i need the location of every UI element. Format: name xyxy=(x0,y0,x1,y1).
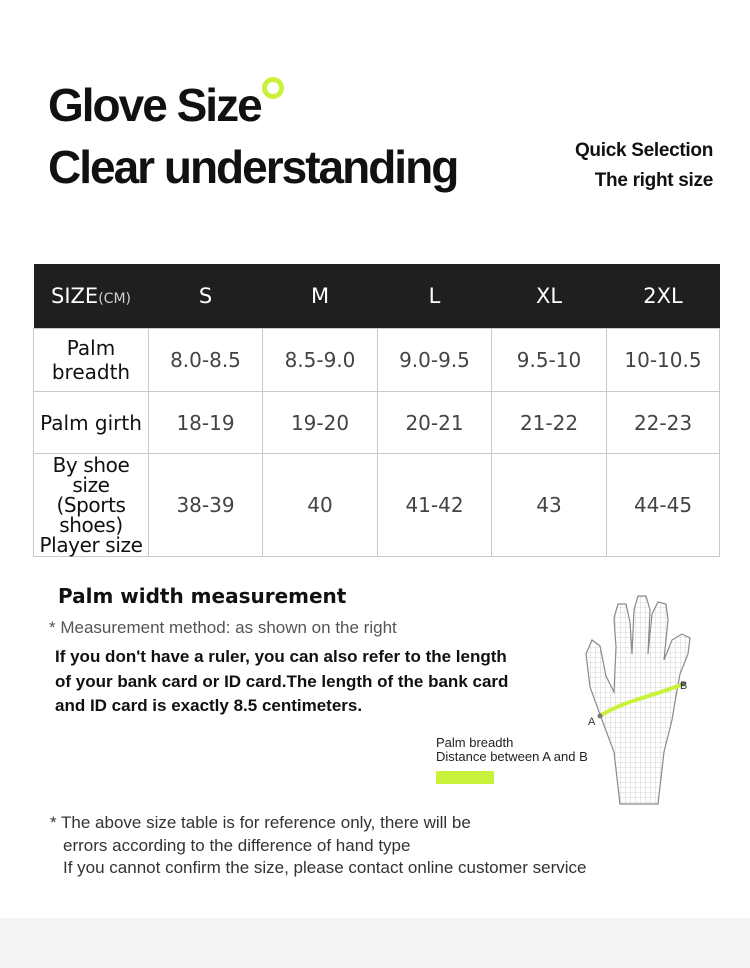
table-cell: 40 xyxy=(263,454,378,557)
size-l-header: L xyxy=(378,264,492,329)
footnote-line: errors according to the difference of hand type xyxy=(63,836,411,855)
table-cell: 8.5-9.0 xyxy=(263,329,378,392)
table-cell: 44-45 xyxy=(607,454,720,557)
measurement-title: Palm width measurement xyxy=(58,584,347,608)
page-title-line1: Glove Size xyxy=(48,79,261,131)
row-label-line: By shoe size xyxy=(52,453,130,497)
size-xl-header: XL xyxy=(492,264,607,329)
table-cell: 18-19 xyxy=(149,392,263,454)
table-cell: 9.0-9.5 xyxy=(378,329,492,392)
table-cell: 41-42 xyxy=(378,454,492,557)
size-header-unit: (CM) xyxy=(98,291,131,307)
table-row-shoe-size xyxy=(34,454,720,557)
row-label-palm-breadth xyxy=(34,329,149,392)
table-cell: 21-22 xyxy=(492,392,607,454)
table-cell: 20-21 xyxy=(378,392,492,454)
row-label-line: Player size xyxy=(39,533,143,557)
row-label-line: (Sports shoes) xyxy=(56,493,126,537)
point-b-label: B xyxy=(680,680,688,692)
table-cell: 38-39 xyxy=(149,454,263,557)
size-table-header xyxy=(34,264,720,329)
size-s-header: S xyxy=(149,264,263,329)
right-size-text: The right size xyxy=(594,170,713,191)
table-row-palm-breadth xyxy=(34,329,720,392)
size-header-cell xyxy=(34,264,149,329)
glove-illustration-icon xyxy=(580,592,720,807)
row-label-shoe-size xyxy=(34,454,149,557)
table-cell: 10-10.5 xyxy=(607,329,720,392)
legend-title: Palm breadth xyxy=(436,735,514,750)
legend-swatch xyxy=(436,771,494,784)
footnote-line: If you cannot confirm the size, please contact online customer service xyxy=(63,858,587,877)
row-label-palm-girth xyxy=(34,392,149,454)
table-cell: 43 xyxy=(492,454,607,557)
table-cell: 9.5-10 xyxy=(492,329,607,392)
row-label-line: breadth xyxy=(51,360,131,384)
table-row-palm-girth xyxy=(34,392,720,454)
table-cell: 19-20 xyxy=(263,392,378,454)
measurement-text-line: and ID card is exactly 8.5 centimeters. xyxy=(55,696,363,715)
measurement-text-line: of your bank card or ID card.The length of the bank card xyxy=(55,672,509,691)
footnote-line: * The above size table is for reference only, there will be xyxy=(50,813,471,832)
measurement-method-note: * Measurement method: as shown on the right xyxy=(49,618,397,637)
size-header-label: SIZE xyxy=(51,284,99,308)
quick-selection-text: Quick Selection xyxy=(574,140,713,161)
size-table xyxy=(33,264,720,557)
point-a-label: A xyxy=(588,716,596,728)
table-cell: 8.0-8.5 xyxy=(149,329,263,392)
legend-description: Distance between A and B xyxy=(436,749,588,764)
accent-ring-icon xyxy=(262,77,284,99)
bottom-bar xyxy=(0,918,750,968)
table-cell: 22-23 xyxy=(607,392,720,454)
row-label-line: Palm xyxy=(66,336,116,360)
size-m-header: M xyxy=(263,264,378,329)
point-a-marker xyxy=(598,714,603,719)
page-title-line2: Clear understanding xyxy=(48,141,458,193)
measurement-text-line: If you don't have a ruler, you can also refer to the length xyxy=(55,647,507,666)
size-2xl-header: 2XL xyxy=(607,264,720,329)
row-label-line: Palm girth xyxy=(40,410,142,435)
